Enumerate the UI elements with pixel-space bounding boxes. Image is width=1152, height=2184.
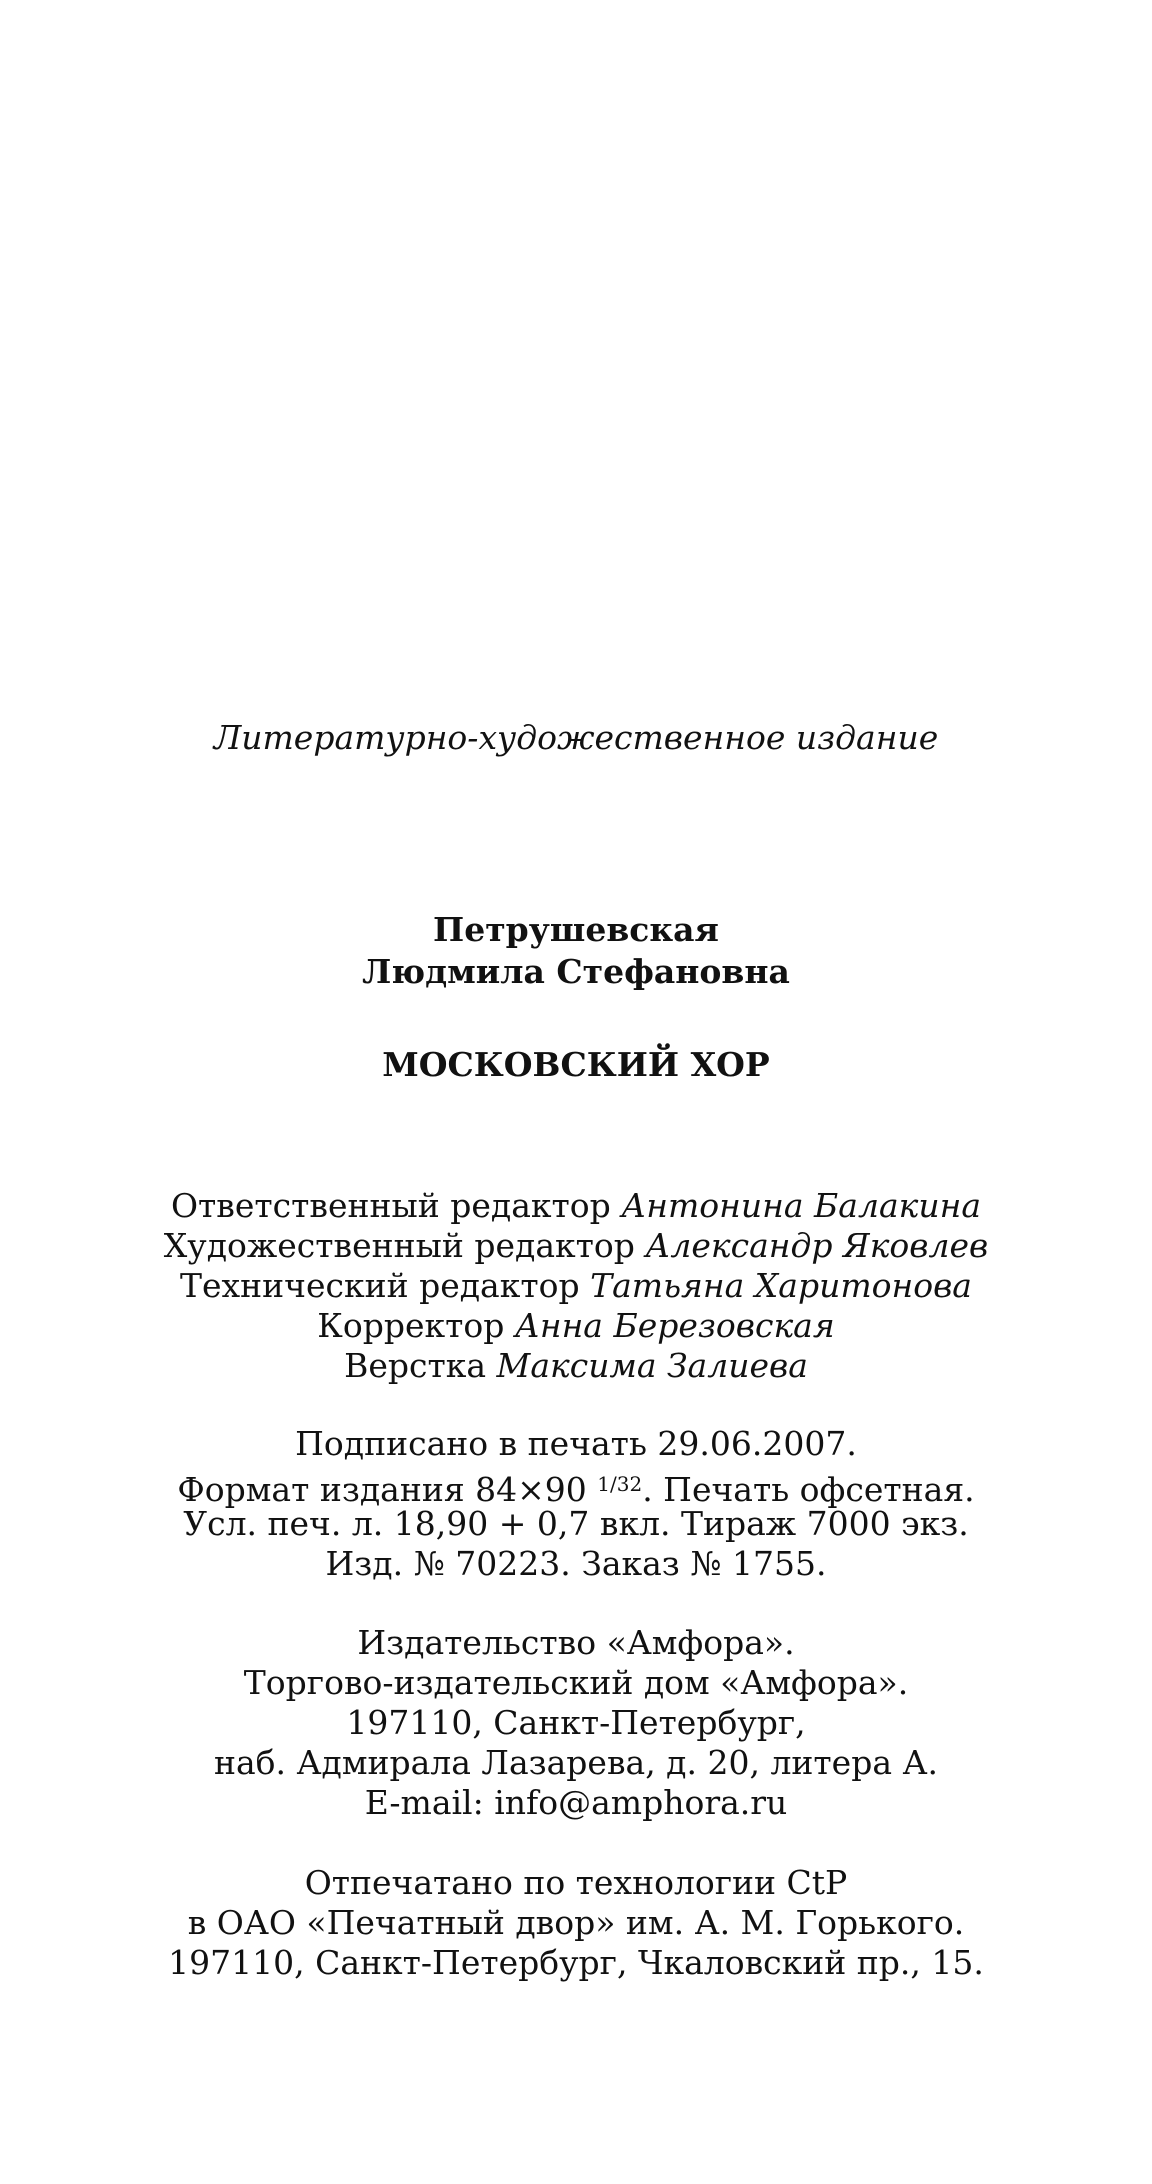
credit-name: Максима Залиева — [496, 1346, 808, 1385]
printing-technology: Отпечатано по технологии CtP — [304, 1863, 848, 1902]
format-suffix: . Печать офсетная. — [642, 1470, 975, 1509]
credit-line — [0, 1186, 1152, 1226]
credit-line — [0, 1226, 1152, 1266]
publisher-name: Издательство «Амфора». — [357, 1623, 795, 1662]
credit-role: Верстка — [344, 1346, 487, 1385]
credit-role: Ответственный редактор — [170, 1186, 611, 1225]
credit-role: Корректор — [317, 1306, 505, 1345]
credit-line — [0, 1346, 1152, 1386]
sheets-and-print-run: Усл. печ. л. 18,90 + 0,7 вкл. Тираж 7000 экз. — [183, 1504, 969, 1543]
printer-name: в ОАО «Печатный двор» им. А. М. Горького. — [187, 1903, 965, 1942]
format-prefix: Формат издания 84×90 — [177, 1470, 587, 1509]
publisher-email: E-mail: info@amphora.ru — [364, 1783, 788, 1822]
credit-line — [0, 1306, 1152, 1346]
credit-name: Анна Березовская — [514, 1306, 835, 1345]
edition-type: Литературно-художественное издание — [213, 718, 939, 757]
credit-role: Технический редактор — [180, 1266, 580, 1305]
signed-for-print: Подписано в печать 29.06.2007. — [295, 1424, 857, 1463]
book-title: МОСКОВСКИЙ ХОР — [382, 1045, 770, 1084]
order-number: Изд. № 70223. Заказ № 1755. — [325, 1544, 827, 1583]
credit-line — [0, 1266, 1152, 1306]
credit-role: Художественный редактор — [163, 1226, 635, 1265]
format-fraction: 1/32 — [597, 1472, 643, 1496]
author-given-names: Людмила Стефановна — [362, 952, 790, 991]
publisher-city: 197110, Санкт-Петербург, — [346, 1703, 806, 1742]
author-surname: Петрушевская — [433, 910, 719, 949]
credit-name: Татьяна Харитонова — [590, 1266, 972, 1305]
credit-name: Антонина Балакина — [621, 1186, 982, 1225]
credit-name: Александр Яковлев — [645, 1226, 989, 1265]
printer-address: 197110, Санкт-Петербург, Чкаловский пр., 15. — [168, 1943, 984, 1982]
trading-house: Торгово-издательский дом «Амфора». — [243, 1663, 909, 1702]
publisher-address: наб. Адмирала Лазарева, д. 20, литера А. — [214, 1743, 938, 1782]
